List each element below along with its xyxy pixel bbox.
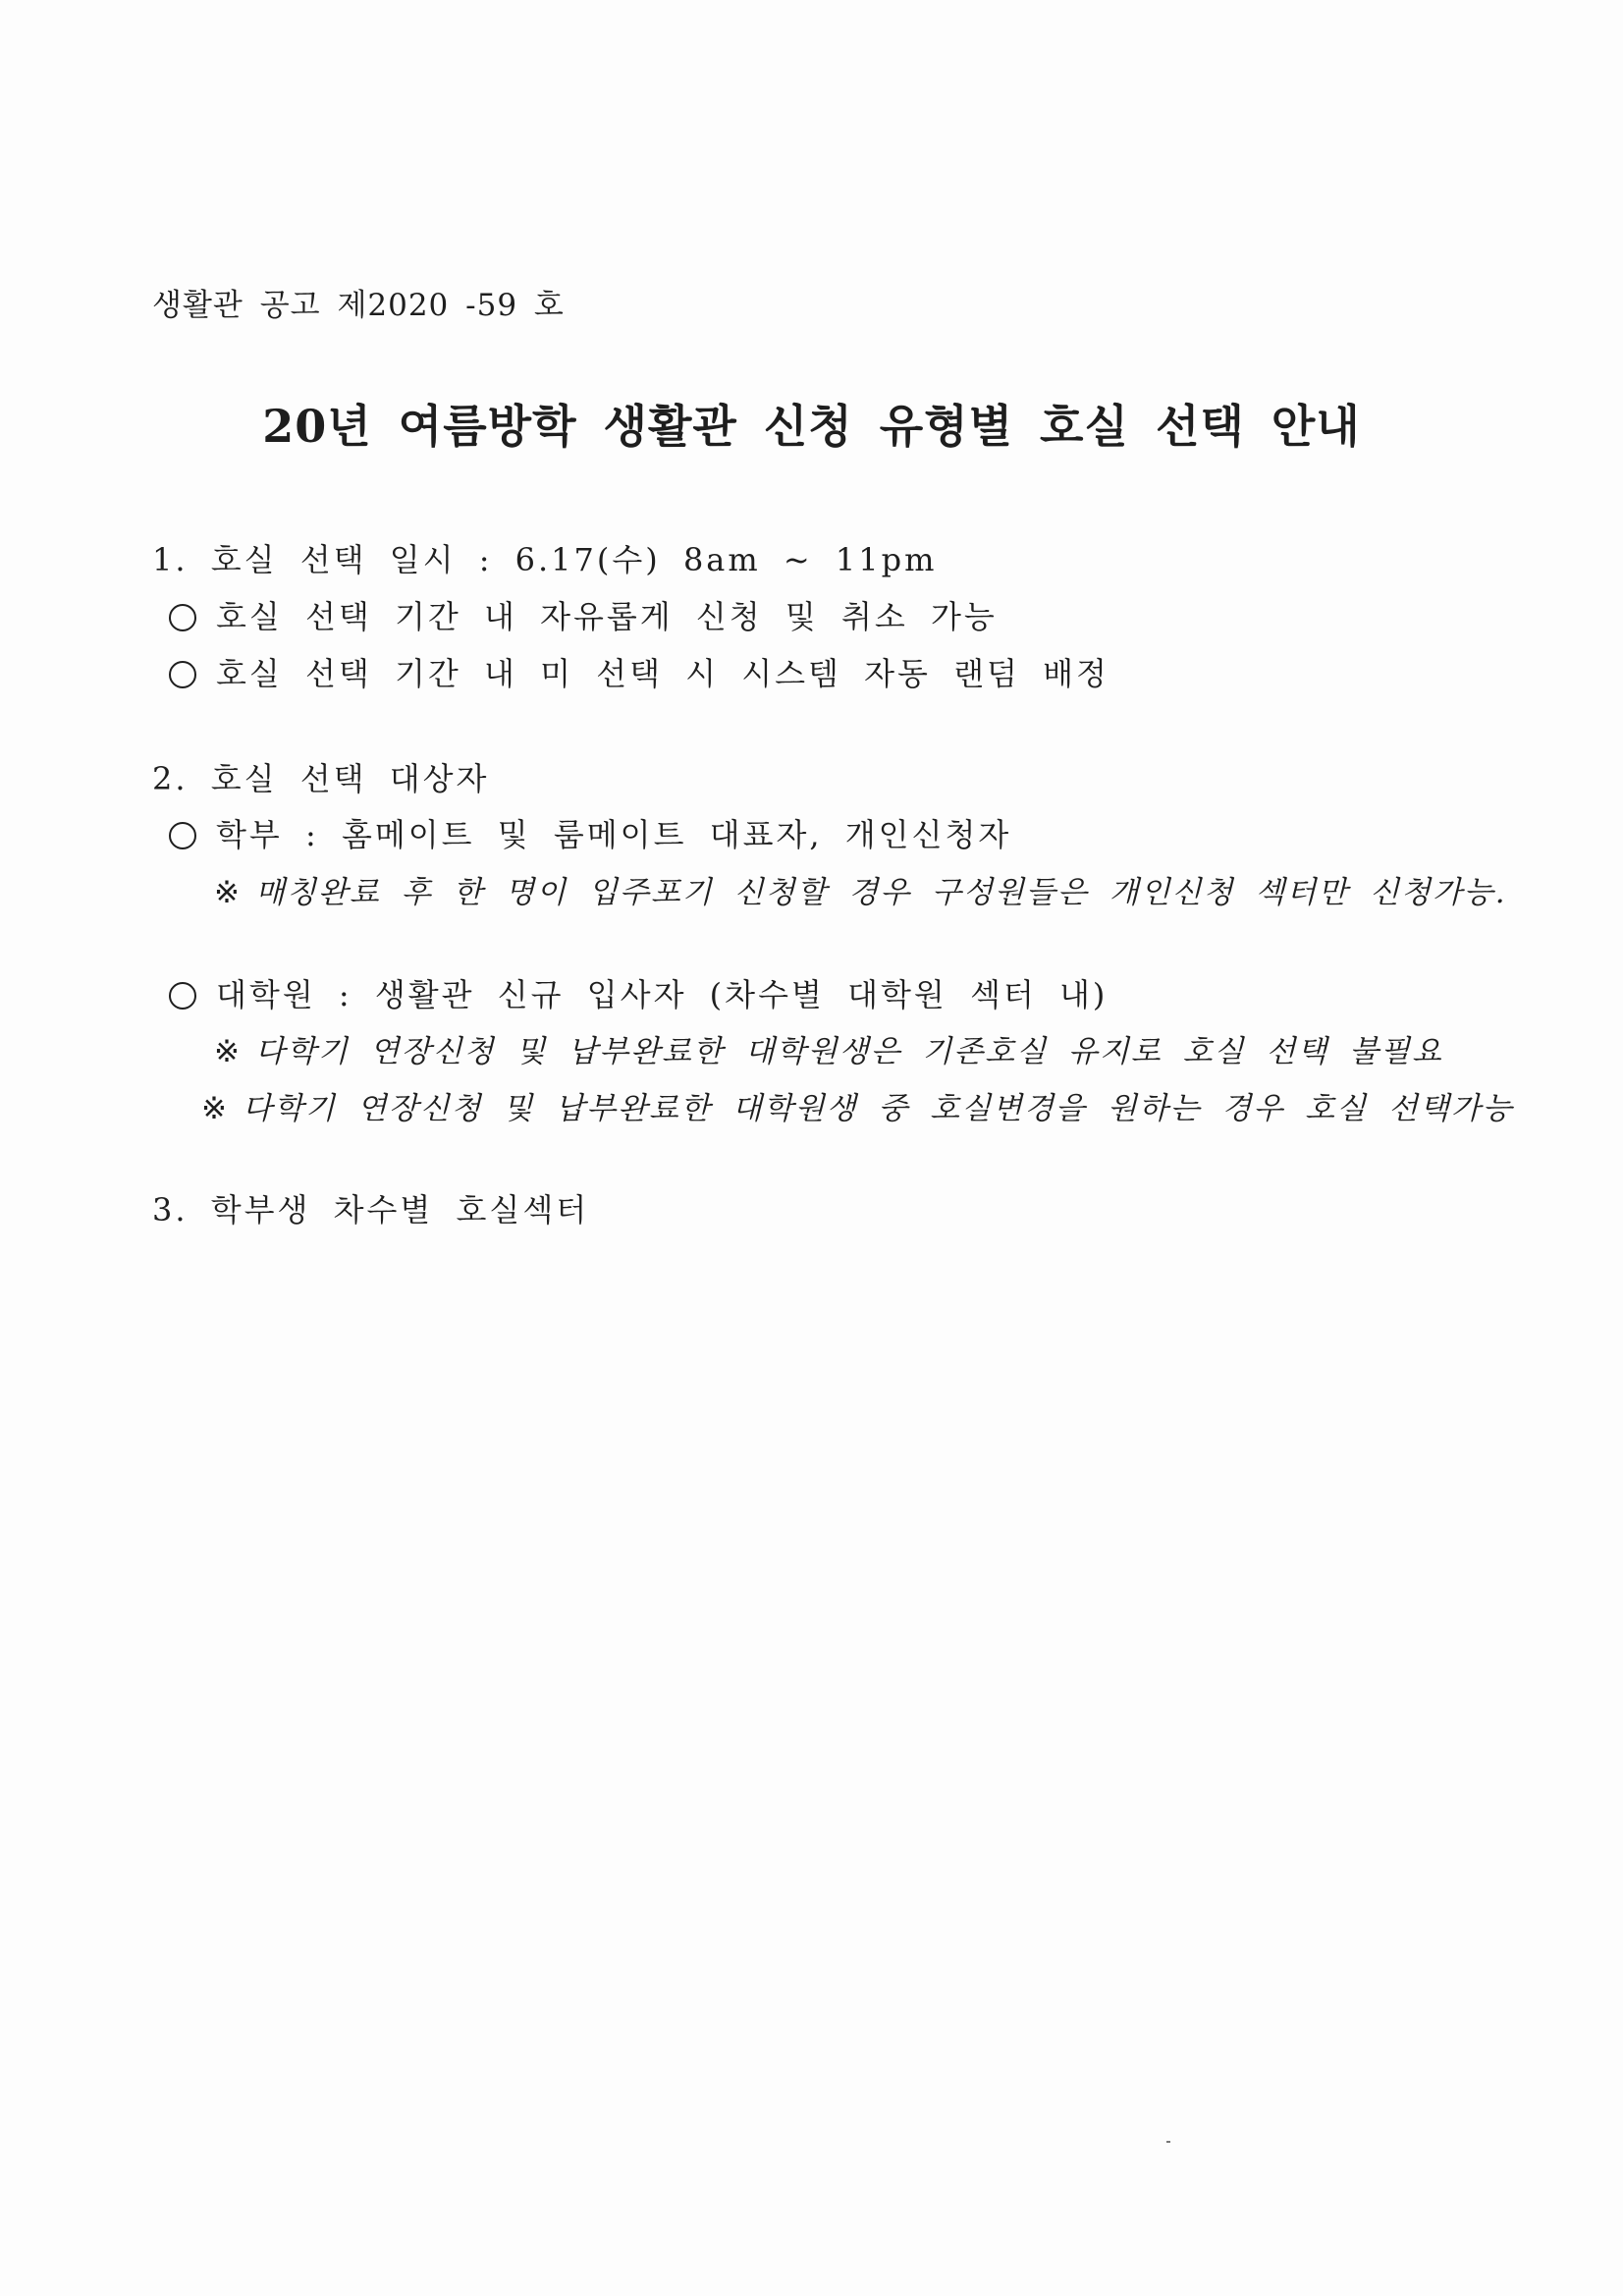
circle-bullet-icon [169, 604, 196, 631]
circle-bullet-icon [169, 822, 196, 849]
scan-speck [1166, 2141, 1170, 2143]
note-text: 다학기 연장신청 및 납부완료한 대학원생은 기존호실 유지로 호실 선택 불필요 [254, 1034, 1443, 1069]
section-1-bullet-1 [169, 592, 998, 637]
section-2-heading: 2. 호실 선택 대상자 [152, 760, 490, 797]
section-2-grad-note-2 [201, 1083, 1514, 1127]
notice-number: 생활관 공고 제2020 -59 호 [152, 288, 565, 323]
circle-bullet-icon [169, 982, 196, 1010]
bullet-text: 대학원 : 생활관 신규 입사자 (차수별 대학원 섹터 내) [216, 976, 1109, 1013]
document-title: 20년 여름방학 생활관 신청 유형별 호실 선택 안내 [262, 400, 1361, 453]
section-2-undergrad-bullet [169, 810, 1011, 855]
note-text: 다학기 연장신청 및 납부완료한 대학원생 중 호실변경을 원하는 경우 호실 선택가능 [242, 1091, 1514, 1126]
section-2-undergrad-note [214, 867, 1507, 911]
bullet-text: 호실 선택 기간 내 자유롭게 신청 및 취소 가능 [216, 598, 998, 635]
circle-bullet-icon [169, 661, 196, 688]
section-3-heading: 3. 학부생 차수별 호실섹터 [152, 1191, 590, 1229]
reference-mark-icon: ※ [214, 875, 242, 910]
bullet-text: 학부 : 홈메이트 및 룸메이트 대표자, 개인신청자 [216, 816, 1012, 853]
section-2-grad-note-1 [214, 1026, 1443, 1070]
section-2-grad-bullet [169, 970, 1108, 1015]
section-1-bullet-2 [169, 649, 1109, 694]
reference-mark-icon: ※ [201, 1091, 229, 1126]
reference-mark-icon: ※ [214, 1034, 242, 1069]
note-text: 매칭완료 후 한 명이 입주포기 신청할 경우 구성원들은 개인신청 섹터만 신청가능. [254, 875, 1507, 910]
bullet-text: 호실 선택 기간 내 미 선택 시 시스템 자동 랜덤 배정 [216, 655, 1109, 692]
section-1-heading: 1. 호실 선택 일시 : 6.17(수) 8am ~ 11pm [152, 541, 938, 578]
